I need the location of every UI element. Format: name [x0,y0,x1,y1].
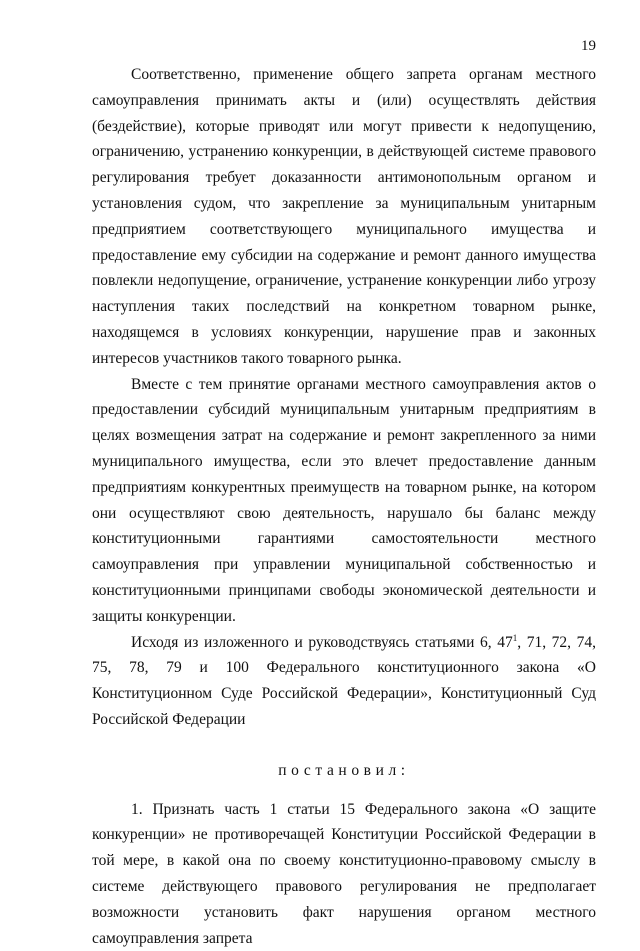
paragraph-ruling-1: 1. Признать часть 1 статьи 15 Федерального закона «О защите конкуренции» не противоречащей Конституции Российской Федерации в той мере, в какой она по своему конституционно-правовому смыслу в системе действующего правового регулирования не предполагает возможности установить факт нарушения органом местного самоуправления запрета [92,800,596,947]
paragraph-legal-basis [92,630,596,733]
legal-basis-text-start: Исходя из изложенного и руководствуясь статьями 6, 47 [131,633,513,651]
resolution-heading: постановил: [278,761,410,779]
page-number: 19 [581,38,596,54]
document-body [92,62,596,951]
article-superscript: 1 [512,632,518,643]
paragraph-subsidies-balance: Вместе с тем принятие органами местного самоуправления актов о предоставлении субсидий муниципальным унитарным предприятиям в целях возмещения затрат на содержание и ремонт закрепленного за ними муниципального имущества, если это влечет предоставление данным предприятиям конкурентных преимуществ на товарном рынке, на котором они осуществляют свою деятельность, нарушало бы баланс между конституционными гарантиями самостоятельности местного самоуправления при управлении муниципальной собственностью и конституционными принципами свободы экономической деятельности и защиты конкуренции. [92,375,596,625]
legal-basis-text-end: , 71, 72, 74, 75, 78, 79 и 100 Федерального конституционного закона «О Конституционном Суде Российской Федерации», Конституционный Суд Российской Федерации [92,633,596,728]
paragraph-competition-ban: Соответственно, применение общего запрета органам местного самоуправления принимать акты и (или) осуществлять действия (бездействие), которые приводят или могут привести к недопущению, ограничению, устранению конкуренции, в действующей системе правового регулирования требует доказанности антимонопольным органом и установления судом, что закрепление за муниципальным унитарным предприятием соответствующего муниципального имущества и предоставление ему субсидии на содержание и ремонт данного имущества повлекли недопущение, ограничение, устранение конкуренции либо угрозу наступления таких последствий на конкретном товарном рынке, находящемся в условиях конкуренции, нарушение прав и законных интересов участников такого товарного рынка. [92,66,596,367]
